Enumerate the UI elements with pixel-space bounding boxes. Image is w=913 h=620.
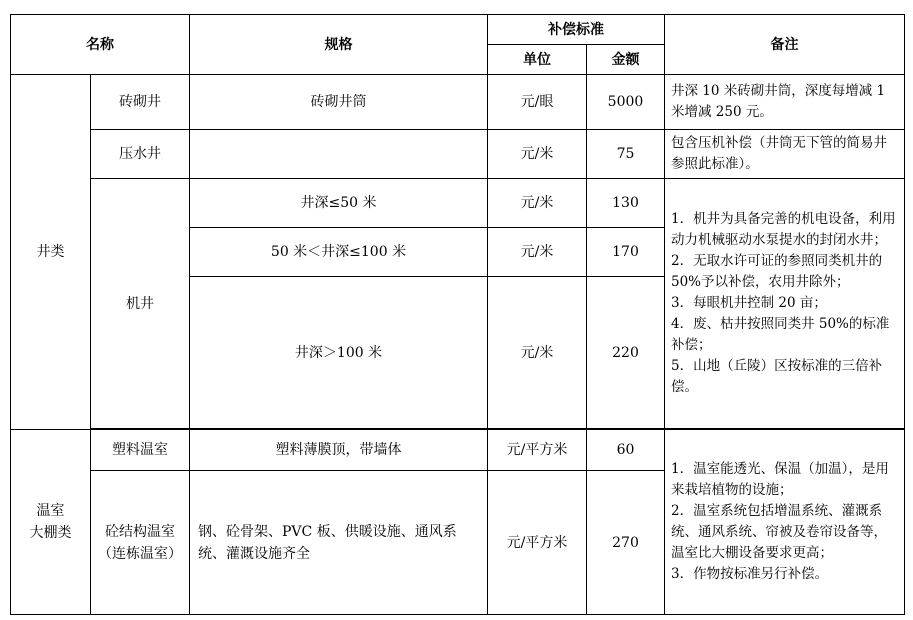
category-greenhouse-line1: 温室 — [36, 503, 65, 519]
item-unit: 元/米 — [488, 179, 587, 228]
item-name: 机井 — [91, 179, 190, 429]
table-row — [11, 430, 905, 471]
item-spec: 50 米＜井深≤100 米 — [190, 228, 488, 277]
item-name: 压水井 — [91, 130, 190, 179]
header-amount: 金额 — [587, 45, 665, 75]
header-unit: 单位 — [488, 45, 587, 75]
header-comp-std: 补偿标准 — [488, 15, 665, 45]
item-spec: 钢、砼骨架、PVC 板、供暖设施、通风系统、灌溉设施齐全 — [190, 471, 488, 615]
table-row — [11, 179, 905, 228]
item-amount: 5000 — [587, 75, 665, 130]
item-amount: 60 — [587, 430, 665, 471]
header-row — [11, 15, 905, 45]
item-remark: 包含压机补偿（井筒无下管的简易井参照此标准）。 — [665, 130, 905, 179]
item-amount: 75 — [587, 130, 665, 179]
item-spec — [190, 130, 488, 179]
item-name: 砖砌井 — [91, 75, 190, 130]
header-name: 名称 — [11, 15, 190, 75]
item-unit: 元/米 — [488, 130, 587, 179]
item-spec: 塑料薄膜顶，带墙体 — [190, 430, 488, 471]
item-amount: 170 — [587, 228, 665, 277]
item-remark: 井深 10 米砖砌井筒，深度每增减 1 米增减 250 元。 — [665, 75, 905, 130]
category-greenhouse — [11, 430, 91, 615]
item-amount: 270 — [587, 471, 665, 615]
item-spec: 井深＞100 米 — [190, 277, 488, 429]
item-unit: 元/米 — [488, 277, 587, 429]
item-amount: 130 — [587, 179, 665, 228]
item-remark: 1．机井为具备完善的机电设备，利用动力机械驱动水泵提水的封闭水井； 2．无取水许可证的参照同类机井的 50%予以补偿，农用井除外； 3．每眼机井控制 20 亩； 4．废、枯井按照同类井 50%的标准补偿； 5．山地（丘陵）区按标准的三倍补偿。 — [665, 179, 905, 429]
item-name: 砼结构温室（连栋温室） — [91, 471, 190, 615]
item-unit: 元/平方米 — [488, 430, 587, 471]
item-spec: 砖砌井筒 — [190, 75, 488, 130]
item-remark: 1．温室能透光、保温（加温），是用来栽培植物的设施； 2．温室系统包括增温系统、灌溉系统、通风系统、帘被及卷帘设备等，温室比大棚设备要求更高； 3．作物按标准另行补偿。 — [665, 430, 905, 615]
header-remark: 备注 — [665, 15, 905, 75]
category-greenhouse-line2: 大棚类 — [29, 525, 72, 541]
item-unit: 元/平方米 — [488, 471, 587, 615]
item-name: 塑料温室 — [91, 430, 190, 471]
item-spec: 井深≤50 米 — [190, 179, 488, 228]
item-amount: 220 — [587, 277, 665, 429]
header-spec: 规格 — [190, 15, 488, 75]
item-unit: 元/米 — [488, 228, 587, 277]
item-unit: 元/眼 — [488, 75, 587, 130]
table-row — [11, 75, 905, 130]
compensation-table — [10, 14, 905, 615]
table-row — [11, 130, 905, 179]
category-wells: 井类 — [11, 75, 91, 430]
